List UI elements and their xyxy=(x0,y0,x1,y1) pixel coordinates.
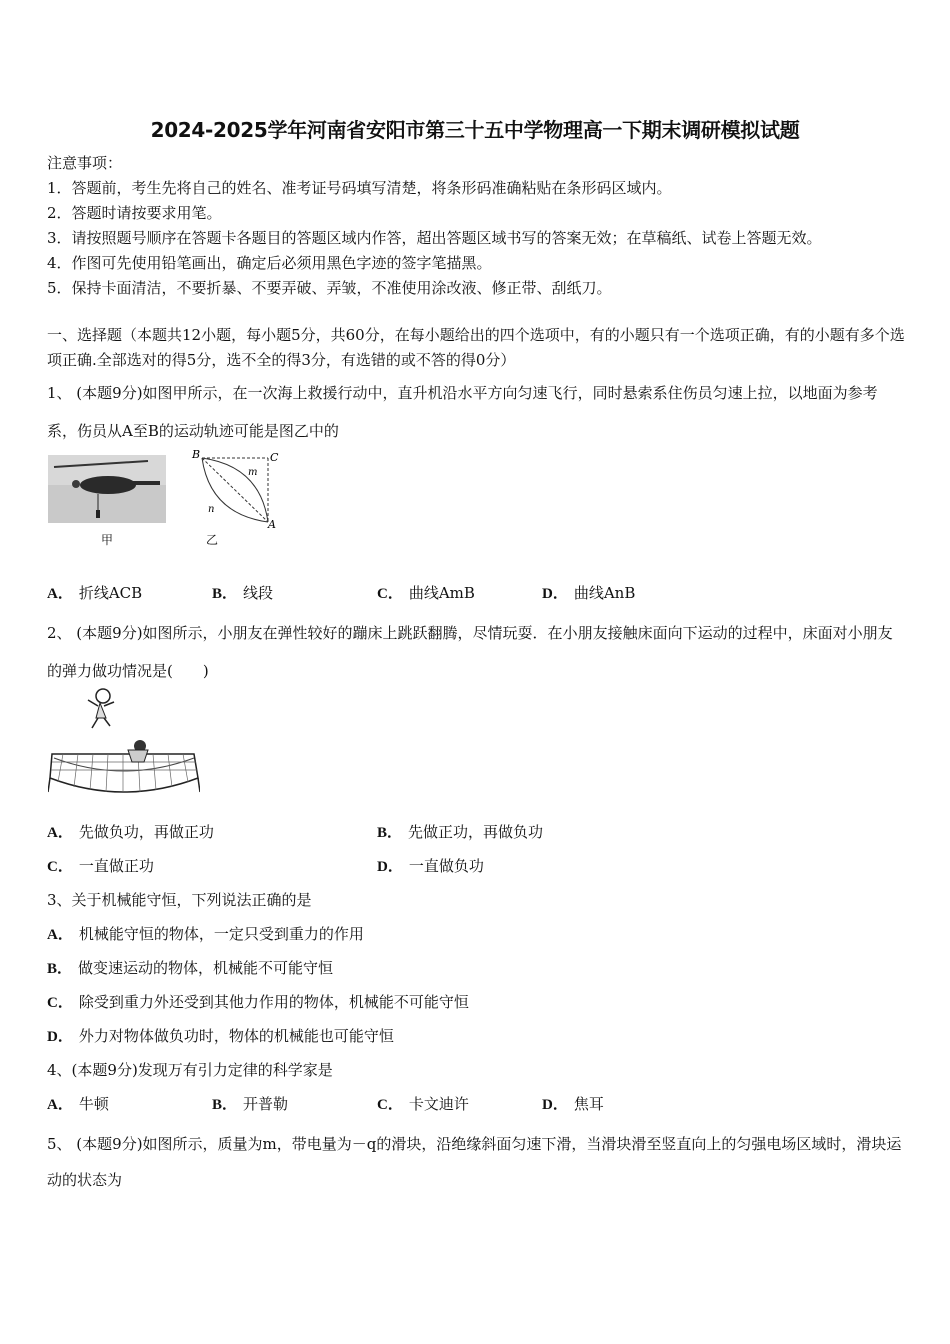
label-c: C xyxy=(270,451,279,464)
notice-heading: 注意事项： xyxy=(47,154,123,172)
question-1-stem: 1、 (本题9分)如图甲所示，在一次海上救援行动中，直升机沿水平方向匀速飞行，同时悬索系住伤员匀速上拉，以地面为参考系，伤员从A至B的运动轨迹可能是图乙中的 xyxy=(47,384,878,440)
question-4-stem: 4、(本题9分)发现万有引力定律的科学家是 xyxy=(47,1061,333,1079)
option-c: C． 一直做正功 xyxy=(47,857,154,875)
option-a: A． 折线ACB xyxy=(47,584,143,602)
label-m: m xyxy=(248,467,258,478)
trajectory-diagram xyxy=(190,448,282,536)
option-c: C． 卡文迪许 xyxy=(377,1095,469,1113)
option-b: B． 线段 xyxy=(212,584,274,602)
option-b: B． 开普勒 xyxy=(212,1095,289,1113)
question-5-stem: 5、 (本题9分)如图所示，质量为m，带电量为－q的滑块，沿绝缘斜面匀速下滑，当滑块滑至竖直向上的匀强电场区域时，滑块运动的状态为 xyxy=(47,1135,902,1189)
label-n: n xyxy=(208,504,215,515)
option-b: B． 先做正功，再做负功 xyxy=(377,823,544,841)
notice-item: 5．保持卡面清洁，不要折暴、不要弄破、弄皱，不准使用涂改液、修正带、刮纸刀。 xyxy=(47,279,612,297)
question-2-stem: 2、 (本题9分)如图所示，小朋友在弹性较好的蹦床上跳跃翻腾，尽情玩耍．在小朋友接触床面向下运动的过程中，床面对小朋友的弹力做功情况是( ) xyxy=(47,624,893,680)
figure-caption-jia: 甲 xyxy=(101,533,114,547)
section-heading: 一、选择题（本题共12小题，每小题5分，共60分，在每小题给出的四个选项中，有的小题只有一个选项正确，有的小题有多个选项正确.全部选对的得5分，选不全的得3分，有选错的或不答的得0分） xyxy=(47,326,905,369)
option-d: D． 曲线AnB xyxy=(542,584,636,602)
option-c: C． 曲线AmB xyxy=(377,584,475,602)
label-b: B xyxy=(192,448,201,461)
option-a: A． 先做负功，再做正功 xyxy=(47,823,214,841)
option-c: C． 除受到重力外还受到其他力作用的物体，机械能不可能守恒 xyxy=(47,993,469,1011)
trampoline-illustration xyxy=(48,686,200,794)
notice-item: 2．答题时请按要求用笔。 xyxy=(47,204,222,222)
notice-item: 4．作图可先使用铅笔画出，确定后必须用黑色字迹的签字笔描黑。 xyxy=(47,254,492,272)
option-a: A． 机械能守恒的物体，一定只受到重力的作用 xyxy=(47,925,364,943)
notice-item: 1．答题前，考生先将自己的姓名、准考证号码填写清楚，将条形码准确粘贴在条形码区域内。 xyxy=(47,179,672,197)
figure-caption-yi: 乙 xyxy=(206,533,219,547)
page-title: 2024-2025学年河南省安阳市第三十五中学物理高一下期末调研模拟试题 xyxy=(150,118,800,142)
option-d: D． 一直做负功 xyxy=(377,857,484,875)
notice-item: 3．请按照题号顺序在答题卡各题目的答题区域内作答，超出答题区域书写的答案无效；在草稿纸、试卷上答题无效。 xyxy=(47,229,822,247)
option-d: D． 外力对物体做负功时，物体的机械能也可能守恒 xyxy=(47,1027,394,1045)
helicopter-photo xyxy=(48,455,166,523)
option-d: D． 焦耳 xyxy=(542,1095,604,1113)
question-3-stem: 3、关于机械能守恒，下列说法正确的是 xyxy=(47,891,312,909)
option-a: A． 牛顿 xyxy=(47,1095,109,1113)
label-a: A xyxy=(268,518,276,531)
option-b: B． 做变速运动的物体，机械能不可能守恒 xyxy=(47,959,334,977)
